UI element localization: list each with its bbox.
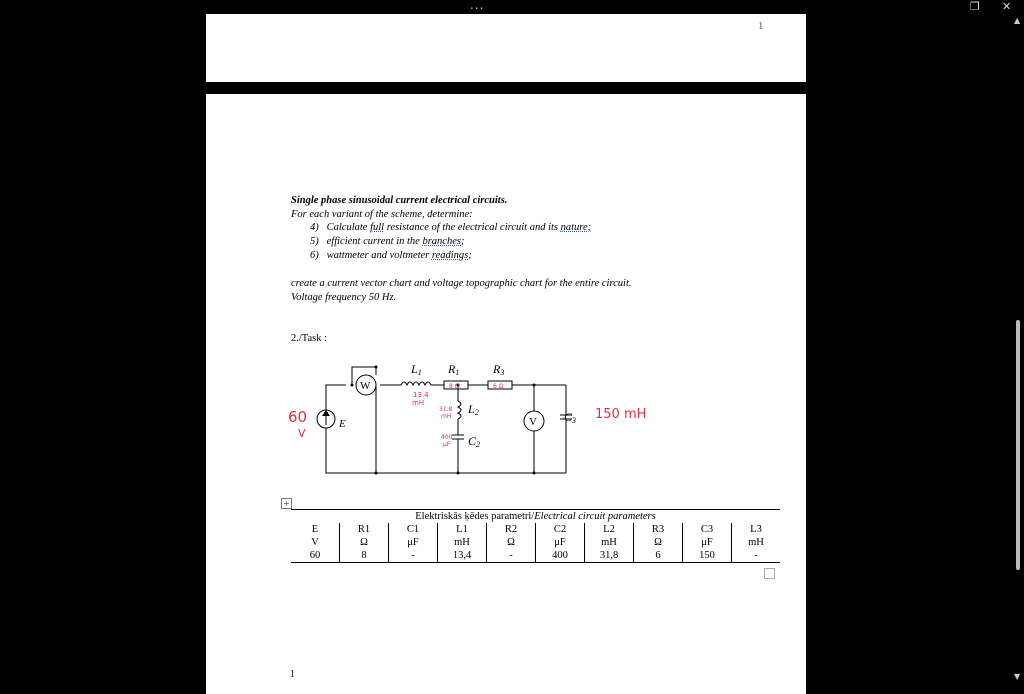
value-cell: - (487, 549, 536, 563)
value-cell: 60 (291, 549, 340, 563)
item-text: wattmeter and voltmeter (326, 250, 432, 261)
hand-source-value: 60 (288, 408, 308, 426)
value-cell: 8 (340, 549, 389, 563)
node-dot (351, 384, 354, 387)
unit-cell: Ω (340, 536, 389, 549)
value-cell: 400 (536, 549, 585, 563)
task-heading-text: 2./Task : (291, 333, 328, 344)
item-number: 4) (310, 222, 319, 233)
task-heading (291, 332, 327, 346)
value-cell: 13,4 (438, 549, 487, 563)
value-cell: 31,8 (585, 549, 634, 563)
table-caption-row (291, 510, 780, 524)
label-r1: R1 (448, 362, 460, 377)
unit-cell: Ω (487, 536, 536, 549)
header-cell: R3 (634, 523, 683, 536)
inductor-l1 (401, 382, 431, 385)
unit-cell: Ω (634, 536, 683, 549)
vertical-scrollbar[interactable] (1012, 14, 1024, 683)
hand-source-unit: V (298, 427, 306, 440)
unit-cell: μF (389, 536, 438, 549)
item-underlined: full (370, 222, 385, 233)
label-r3: R3 (493, 362, 505, 377)
hand-c2-value: 400 (441, 434, 453, 441)
unit-cell: mH (438, 536, 487, 549)
document-title: Single phase sinusoidal current electrical circuits. (291, 195, 508, 206)
header-cell: C3 (683, 523, 732, 536)
label-l1: L1 (411, 362, 422, 377)
header-cell: L1 (438, 523, 487, 536)
document-page-1 (206, 14, 806, 82)
voltmeter-label: V (529, 416, 537, 428)
caption-latvian: Elektriskās ķēdes parametri/ (415, 511, 535, 522)
header-cell: C1 (389, 523, 438, 536)
label-e: E (339, 418, 346, 430)
table-resize-handle[interactable] (764, 568, 775, 579)
unit-cell: mH (732, 536, 781, 549)
menu-dots-icon[interactable]: ... (470, 0, 485, 12)
hand-r3-value: 6 Ω (493, 383, 504, 390)
node-dot (533, 384, 536, 387)
header-cell: L3 (732, 523, 781, 536)
circuit-diagram (276, 359, 576, 479)
item-underlined: branches; (422, 236, 465, 247)
header-cell: L2 (585, 523, 634, 536)
header-cell: E (311, 524, 319, 535)
value-cell: - (732, 549, 781, 563)
item-number: 6) (310, 250, 319, 261)
item-underlined: readings; (431, 250, 472, 261)
label-c2: C2 (468, 434, 481, 449)
hand-l1-unit: mH (412, 399, 425, 407)
table-units-row (291, 536, 780, 549)
inductor-l2 (458, 401, 461, 419)
header-cell: C2 (536, 523, 585, 536)
close-icon[interactable]: ✕ (1002, 0, 1012, 13)
wattmeter-label: W (360, 380, 371, 392)
unit-cell: mH (585, 536, 634, 549)
item-text: Calculate (326, 222, 371, 233)
hand-c3-value: 150 mH (595, 407, 647, 422)
task-item-6 (291, 249, 472, 263)
task-item-4 (291, 221, 591, 235)
restore-icon[interactable]: ❐ (970, 0, 980, 13)
hand-l2-unit: mH (441, 413, 452, 420)
label-l2: L2 (468, 402, 479, 417)
intro-line: For each variant of the scheme, determine: (291, 209, 473, 220)
hand-l2-value: 31.8 (439, 406, 453, 413)
table-values-row (291, 549, 780, 563)
caption-english: Electrical circuit parameters (534, 511, 656, 522)
node-dot (375, 366, 378, 369)
unit-cell: μF (536, 536, 585, 549)
frequency-line: Voltage frequency 50 Hz. (291, 292, 397, 303)
item-text: resistance of the electrical circuit and its (384, 222, 561, 233)
item-underlined: nature; (560, 222, 592, 233)
label-c3: C3 (563, 410, 576, 425)
hand-l1-value: 13.4 (413, 391, 429, 399)
hand-c2-unit: μF (443, 441, 451, 448)
value-cell: 150 (683, 549, 732, 563)
item-number: 5) (310, 236, 319, 247)
unit-cell: μF (683, 536, 732, 549)
value-cell: - (389, 549, 438, 563)
page-bottom-mark: 1 (290, 669, 295, 680)
page-number: 1 (758, 20, 764, 32)
table-move-handle[interactable]: + (281, 498, 292, 509)
parameters-table (291, 509, 780, 563)
table-header-row (291, 523, 780, 536)
instruction-line: create a current vector chart and voltage topographic chart for the entire circuit. (291, 278, 632, 289)
table-caption (291, 510, 780, 524)
node-dot (533, 472, 536, 475)
item-text: efficient current in the (326, 236, 423, 247)
scroll-down-icon[interactable]: ▼ (1014, 672, 1021, 681)
node-dot (375, 472, 378, 475)
task-item-5 (291, 235, 464, 249)
scrollbar-thumb[interactable] (1016, 320, 1020, 570)
value-cell: 6 (634, 549, 683, 563)
document-page-2 (206, 94, 806, 694)
unit-cell: V (311, 537, 319, 548)
scroll-up-icon[interactable]: ▲ (1014, 16, 1021, 25)
window-title-bar (0, 0, 1024, 14)
header-cell: R2 (487, 523, 536, 536)
hand-r1-value: 8 Ω (449, 383, 460, 390)
node-dot (457, 472, 460, 475)
header-cell: R1 (340, 523, 389, 536)
